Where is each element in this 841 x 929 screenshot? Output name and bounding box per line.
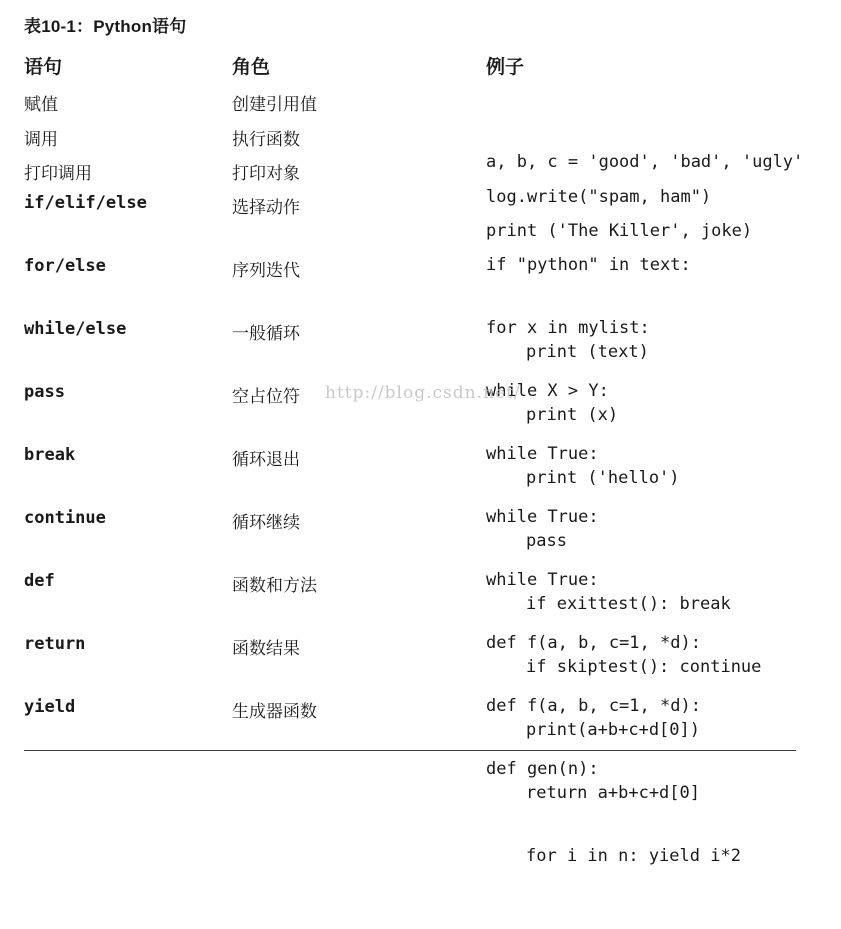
statement-cell: while/else — [24, 319, 127, 339]
role-cell: 执行函数 — [232, 130, 300, 150]
statement-cell: def — [24, 571, 55, 591]
statement-cell: return — [24, 634, 86, 654]
statement-cell: 赋值 — [24, 95, 58, 115]
example-line: for x in mylist: — [486, 318, 650, 338]
example-line: if exittest(): break — [526, 594, 731, 614]
role-cell: 一般循环 — [232, 324, 300, 344]
example-line: def gen(n): — [486, 759, 599, 779]
statement-cell: pass — [24, 382, 65, 402]
example-line: if skiptest(): continue — [526, 657, 762, 677]
statement-cell: 打印调用 — [24, 164, 92, 184]
role-cell: 空占位符 — [232, 387, 300, 407]
statement-cell: for/else — [24, 256, 106, 276]
example-line: log.write("spam, ham") — [486, 187, 712, 207]
role-cell: 打印对象 — [232, 164, 300, 184]
example-line: print (text) — [526, 342, 649, 362]
role-cell: 函数和方法 — [232, 576, 317, 596]
bottom-rule — [24, 750, 796, 751]
table-caption: 表10-1：Python语句 — [24, 17, 187, 36]
example-line: def f(a, b, c=1, *d): — [486, 696, 701, 716]
example-line: print (x) — [526, 405, 619, 425]
role-cell: 序列迭代 — [232, 261, 300, 281]
example-line: def f(a, b, c=1, *d): — [486, 633, 701, 653]
role-cell: 生成器函数 — [232, 702, 317, 722]
role-cell: 函数结果 — [232, 639, 300, 659]
example-line: for i in n: yield i*2 — [526, 846, 741, 866]
role-cell: 创建引用值 — [232, 95, 317, 115]
statement-cell: continue — [24, 508, 106, 528]
role-cell: 选择动作 — [232, 198, 300, 218]
watermark-text: http://blog.csdn.net/ — [325, 383, 521, 403]
example-line: print(a+b+c+d[0]) — [526, 720, 700, 740]
header-role: 角色 — [232, 56, 271, 78]
header-statement: 语句 — [24, 56, 63, 78]
example-line: if "python" in text: — [486, 255, 691, 275]
example-cell — [486, 697, 741, 929]
example-line: a, b, c = 'good', 'bad', 'ugly' — [486, 152, 804, 172]
statement-cell: 调用 — [24, 130, 58, 150]
statement-cell: yield — [24, 697, 76, 717]
header-example: 例子 — [486, 56, 525, 78]
statement-cell: if/elif/else — [24, 193, 147, 213]
example-line: while X > Y: — [486, 381, 609, 401]
role-cell: 循环退出 — [232, 450, 300, 470]
example-line: while True: — [486, 570, 599, 590]
example-line: print ('hello') — [526, 468, 680, 488]
example-line: while True: — [486, 444, 599, 464]
statement-cell: break — [24, 445, 76, 465]
example-line: pass — [526, 531, 567, 551]
role-cell: 循环继续 — [232, 513, 300, 533]
example-line: return a+b+c+d[0] — [526, 783, 700, 803]
example-line: print ('The Killer', joke) — [486, 221, 753, 241]
example-line: while True: — [486, 507, 599, 527]
